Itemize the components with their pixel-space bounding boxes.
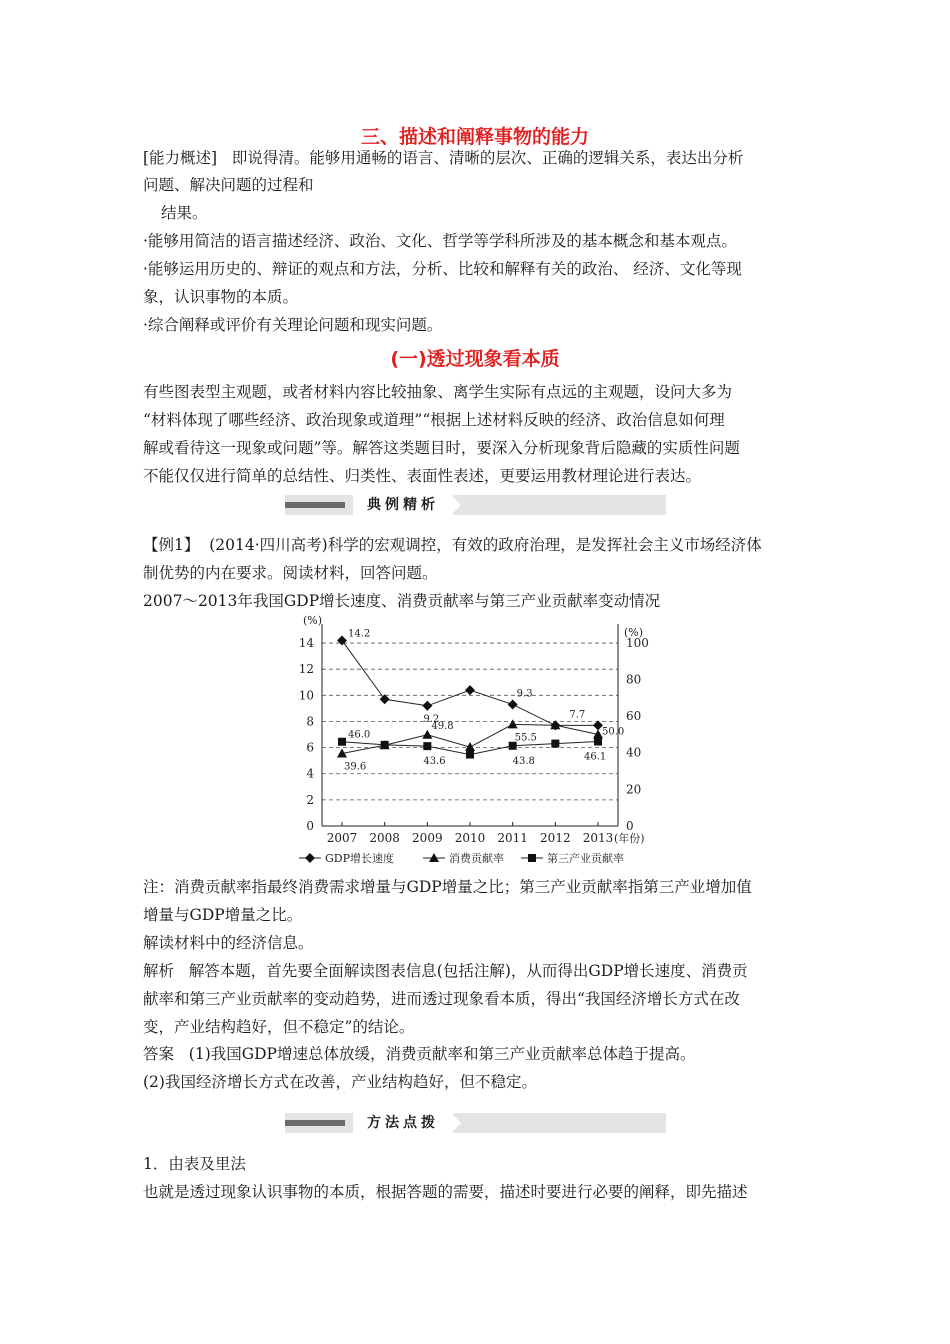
- data-label: 9.2: [423, 713, 440, 725]
- ability-overview-line3: 结果。: [161, 204, 208, 222]
- bullet-item: ·能够运用历史的、辩证的观点和方法，分析、比较和解释有关的政治、 经济、文化等现: [143, 260, 742, 278]
- ability-overview-line1: [143, 147, 743, 169]
- example-text: (2014·四川高考)科学的宏观调控，有效的政府治理，是发挥社会主义市场经济体: [209, 536, 762, 554]
- right-tick-label: 20: [626, 782, 642, 797]
- data-point: [508, 719, 518, 728]
- data-point: [508, 699, 518, 709]
- answer-line2: (2)我国经济增长方式在改善，产业结构趋好，但不稳定。: [143, 1073, 537, 1091]
- method-heading: 1．由表及里法: [143, 1155, 246, 1173]
- ability-overview-text: 即说得清。能够用通畅的语言、清晰的层次、正确的逻辑关系，表达出分析: [231, 149, 744, 167]
- note-line: 增量与GDP增量之比。: [143, 906, 303, 924]
- left-tick-label: 8: [306, 714, 314, 729]
- x-tick-label: 2010: [454, 831, 486, 845]
- data-label: 55.5: [514, 732, 537, 744]
- ability-overview-label: [能力概述]: [143, 149, 218, 167]
- right-tick-label: 60: [626, 709, 642, 724]
- data-label: 43.8: [512, 755, 535, 767]
- section-banner-methods: [285, 1113, 666, 1133]
- left-tick-label: 10: [298, 688, 314, 703]
- data-point: [465, 685, 475, 695]
- bullet-item: 象，认识事物的本质。: [143, 288, 299, 306]
- left-axis-unit: (%): [303, 614, 323, 627]
- data-point: [594, 738, 602, 746]
- data-label: 46.1: [584, 751, 607, 763]
- data-label: 14.2: [348, 628, 371, 640]
- answer-text: (1)我国GDP增速总体放缓，消费贡献率和第三产业贡献率总体趋于提高。: [188, 1045, 696, 1063]
- example-label: 【例1】: [143, 536, 200, 554]
- legend-label: 消费贡献率: [449, 852, 504, 865]
- chart-svg: [275, 612, 675, 874]
- left-tick-label: 12: [298, 662, 314, 677]
- legend-label: 第三产业贡献率: [547, 852, 624, 865]
- right-axis-unit: (%): [624, 626, 644, 639]
- legend-marker: [528, 854, 536, 862]
- data-point: [551, 740, 559, 748]
- legend-marker: [305, 853, 315, 863]
- data-label: 50.0: [602, 726, 625, 738]
- x-tick-label: 2011: [497, 831, 528, 845]
- chart-caption: 2007～2013年我国GDP增长速度、消费贡献率与第三产业贡献率变动情况: [143, 592, 661, 610]
- analysis-line3: 变，产业结构趋好，但不稳定”的结论。: [143, 1018, 415, 1036]
- left-tick-label: 4: [306, 766, 314, 781]
- right-tick-label: 100: [626, 635, 649, 650]
- data-point: [422, 701, 432, 711]
- right-tick-label: 80: [626, 672, 642, 687]
- series-line: [342, 640, 598, 725]
- intro-line: 有些图表型主观题，或者材料内容比较抽象、离学生实际有点远的主观题，设问大多为: [143, 383, 733, 401]
- data-label: 7.7: [569, 709, 586, 721]
- banner-arrow: [451, 495, 461, 515]
- method-line1: 也就是透过现象认识事物的本质，根据答题的需要，描述时要进行必要的阐释，即先描述: [143, 1183, 748, 1201]
- banner-label: 典例精析: [353, 495, 453, 515]
- answer-label: 答案: [143, 1045, 175, 1063]
- left-tick-label: 6: [306, 740, 314, 755]
- right-tick-label: 40: [626, 745, 642, 760]
- data-point: [338, 738, 346, 746]
- right-tick-label: 0: [626, 819, 634, 833]
- left-tick-label: 14: [298, 636, 314, 651]
- data-point: [380, 694, 390, 704]
- section-banner-examples: [285, 495, 666, 515]
- data-point: [466, 751, 474, 759]
- left-tick-label: 0: [306, 819, 314, 833]
- intro-line: 解或看待这一现象或问题”等。解答这类题目时，要深入分析现象背后隐藏的实质性问题: [143, 439, 740, 457]
- data-label: 9.3: [516, 688, 533, 700]
- ability-overview-line2: 问题、解决问题的过程和: [143, 176, 314, 194]
- analysis-label: 解析: [143, 962, 175, 980]
- data-label: 43.6: [423, 756, 446, 768]
- banner-bar: [285, 502, 345, 508]
- data-point: [381, 741, 389, 749]
- bullet-item: ·综合阐释或评价有关理论问题和现实问题。: [143, 316, 443, 334]
- x-tick-label: 2008: [369, 831, 400, 845]
- example-line2: 制优势的内在要求。阅读材料，回答问题。: [143, 564, 438, 582]
- data-point: [423, 742, 431, 750]
- x-tick-label: 2012: [540, 831, 571, 845]
- bullet-item: ·能够用简洁的语言描述经济、政治、文化、哲学等学科所涉及的基本概念和基本观点。: [143, 232, 737, 250]
- data-point: [337, 635, 347, 645]
- analysis-text: 解答本题，首先要全面解读图表信息(包括注解)，从而得出GDP增长速度、消费贡: [188, 962, 748, 980]
- banner-bar: [285, 1120, 345, 1126]
- legend-label: GDP增长速度: [325, 852, 395, 865]
- data-label: 46.0: [348, 729, 371, 741]
- data-label: 39.6: [344, 761, 367, 773]
- question-text: 解读材料中的经济信息。: [143, 934, 314, 952]
- x-tick-label: 2009: [412, 831, 443, 845]
- banner-label: 方法点拨: [353, 1113, 453, 1133]
- example-line1: [143, 534, 762, 556]
- answer-line1: [143, 1043, 696, 1065]
- analysis-line2: 献率和第三产业贡献率的变动趋势，进而透过现象看本质，得出“我国经济增长方式在改: [143, 990, 740, 1008]
- main-title: 三、描述和阐释事物的能力: [360, 126, 589, 148]
- data-label: 49.8: [431, 720, 454, 732]
- x-axis-unit: (年份): [614, 832, 645, 845]
- x-tick-label: 2007: [326, 831, 358, 845]
- analysis-line1: [143, 960, 748, 982]
- line-chart: [275, 612, 675, 874]
- left-tick-label: 2: [306, 792, 314, 807]
- intro-line: “材料体现了哪些经济、政治现象或道理”“根据上述材料反映的经济、政治信息如何理: [143, 411, 725, 429]
- intro-line: 不能仅仅进行简单的总结性、归类性、表面性表述，更要运用教材理论进行表达。: [143, 467, 702, 485]
- x-tick-label: 2013: [582, 831, 614, 845]
- section-title: (一)透过现象看本质: [390, 348, 560, 370]
- note-line: 注：消费贡献率指最终消费需求增量与GDP增量之比；第三产业贡献率指第三产业增加值: [143, 878, 752, 896]
- banner-arrow: [451, 1113, 461, 1133]
